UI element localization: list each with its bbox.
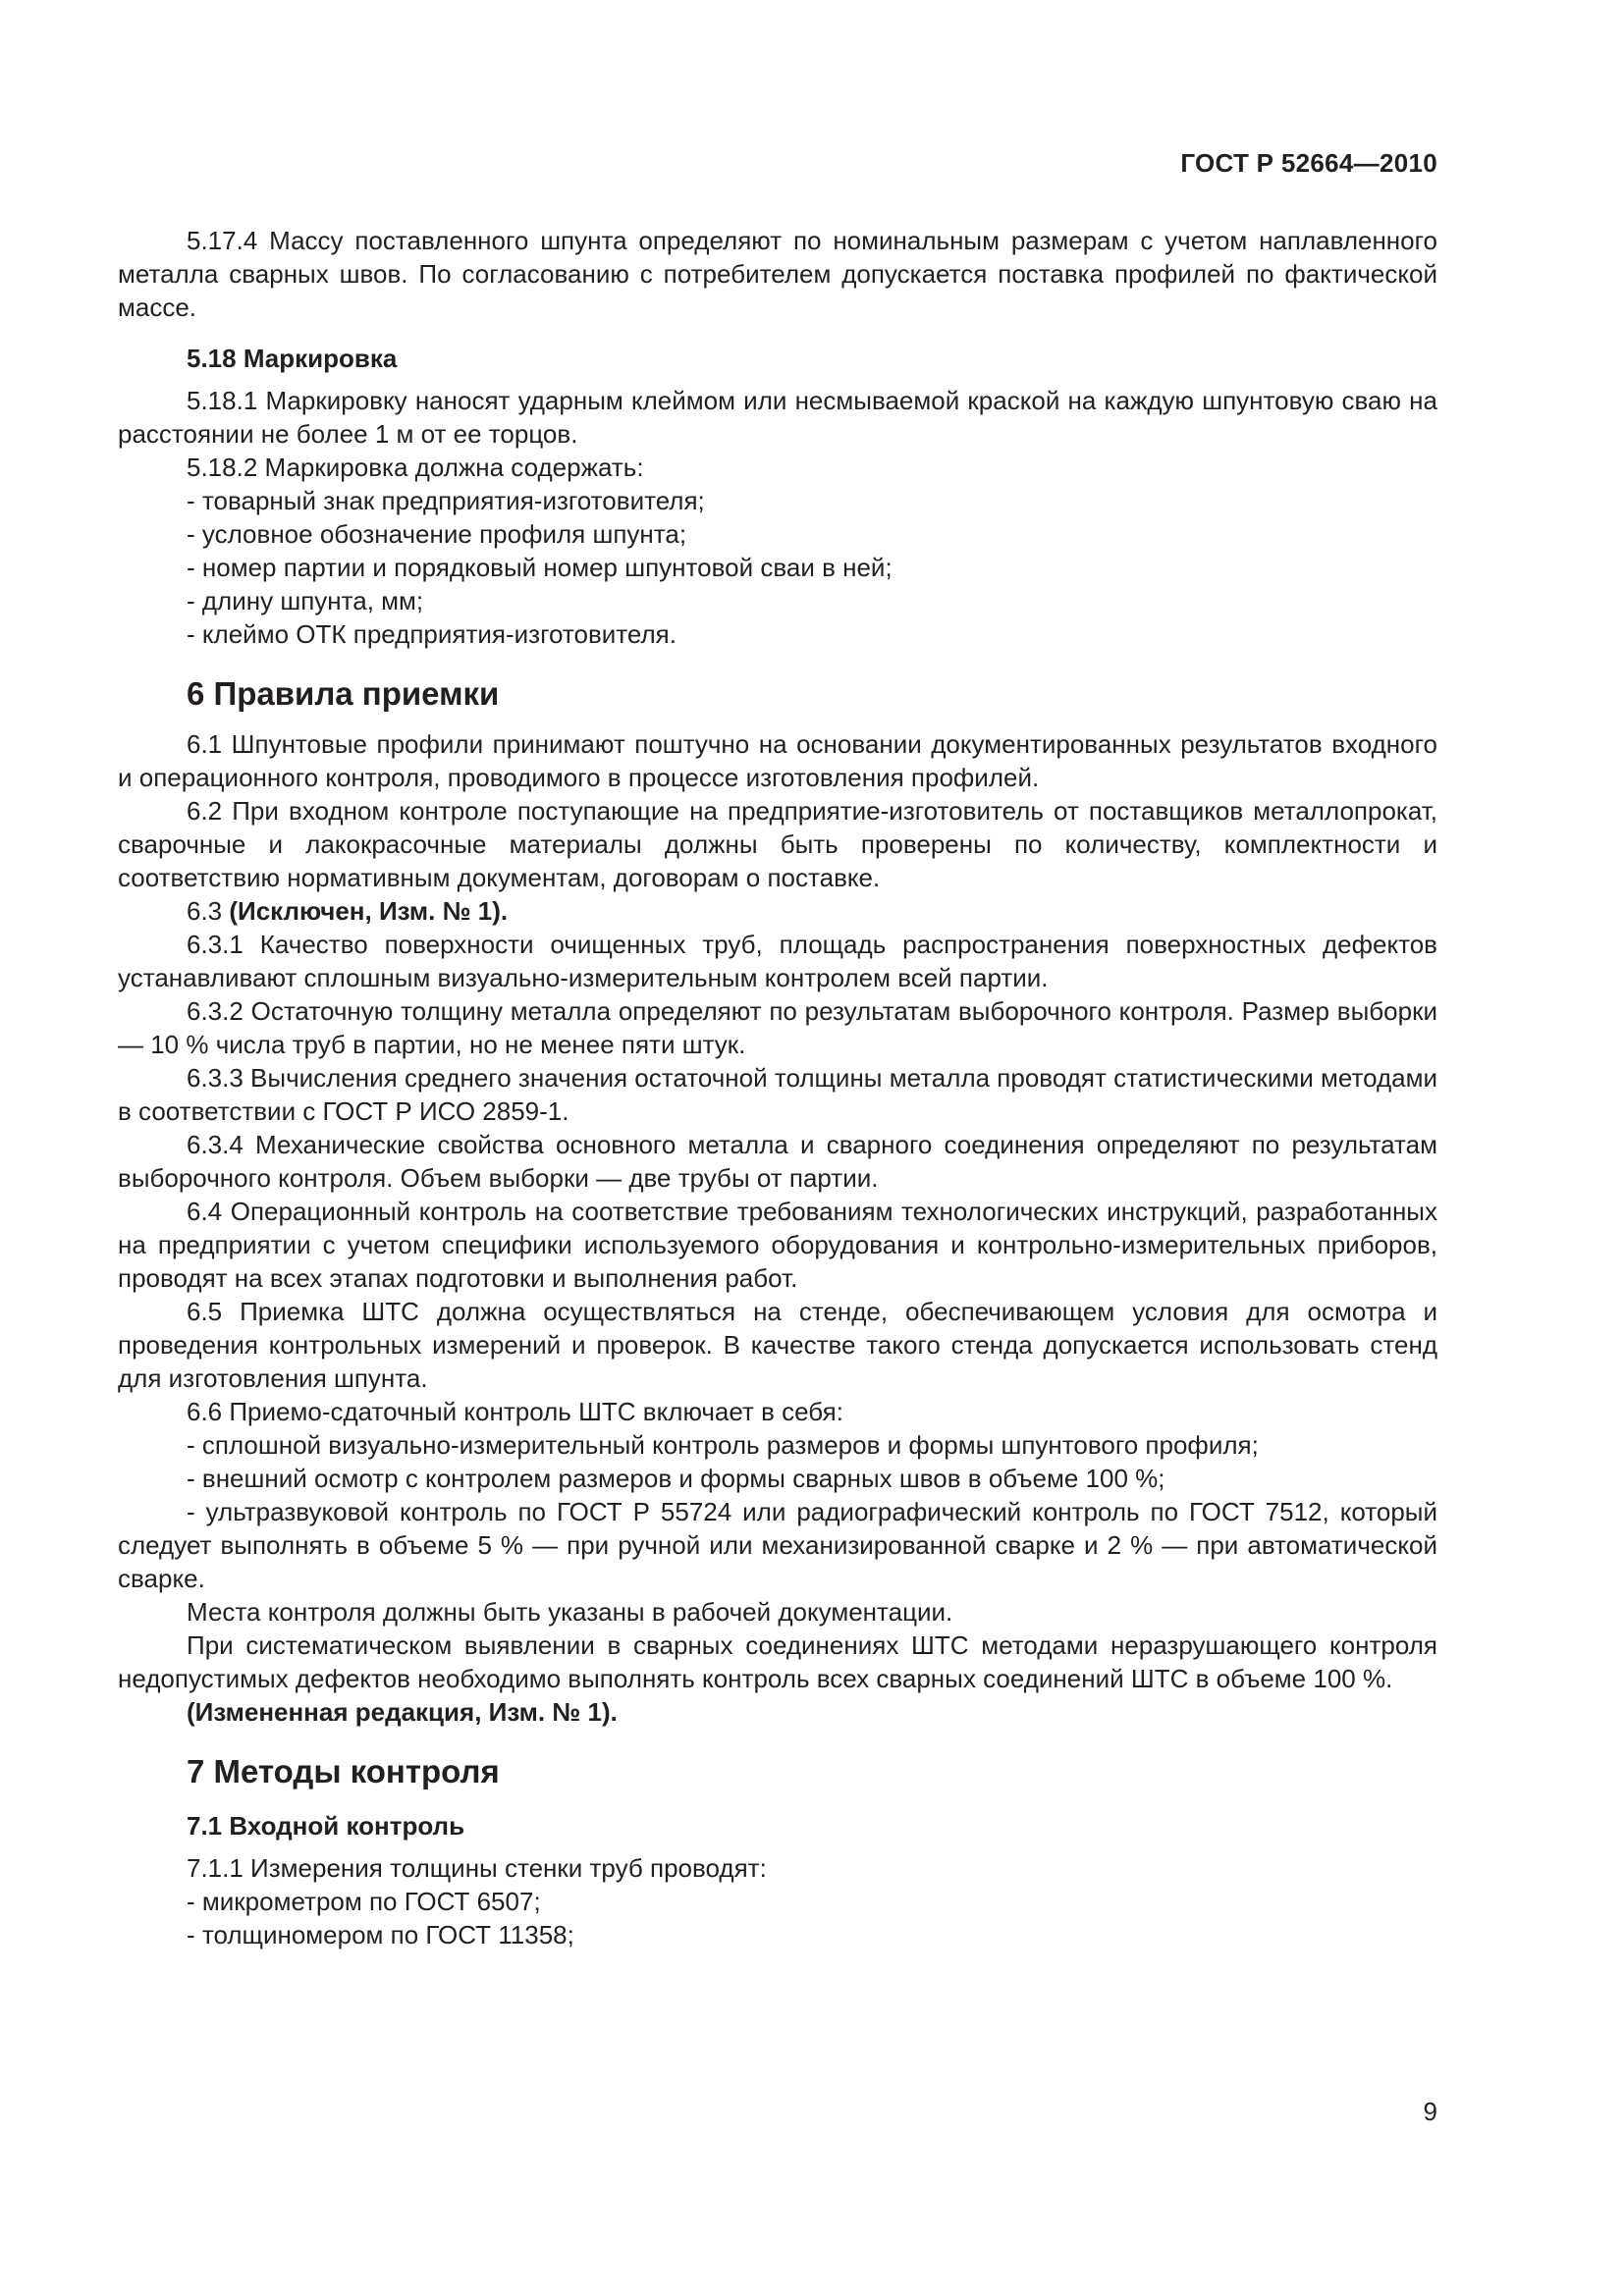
paragraph-6-3-2: 6.3.2 Остаточную толщину металла определяют по результатам выборочного контроля. Размер выборки — 10 % числа труб в партии, но не менее пяти штук. bbox=[118, 996, 1437, 1059]
paragraph-6-5: 6.5 Приемка ШТС должна осуществляться на стенде, обеспечивающем условия для осмотра и проведения контрольных измерений и проверок. В качестве такого стенда допускается использовать стенд для изготовления шпунта. bbox=[118, 1297, 1437, 1393]
list-item: - клеймо ОТК предприятия-изготовителя. bbox=[187, 619, 677, 649]
paragraph-6-3-3: 6.3.3 Вычисления среднего значения остаточной толщины металла проводят статистическими методами в соответствии с ГОСТ Р ИСО 2859-1. bbox=[118, 1063, 1437, 1126]
amendment-note: (Измененная редакция, Изм. № 1). bbox=[187, 1697, 618, 1727]
list-item: - товарный знак предприятия-изготовителя; bbox=[187, 486, 705, 515]
amendment-note: (Исключен, Изм. № 1). bbox=[229, 896, 509, 926]
paragraph-6-4: 6.4 Операционный контроль на соответствие требованиям технологических инструкций, разработанных на предприятии с учетом специфики используемого оборудования и контрольно-измерительных приборов, проводят на всех этапах подготовки и выполнения работ. bbox=[118, 1197, 1437, 1293]
list-item: - длину шпунта, мм; bbox=[187, 586, 424, 615]
list-item: - микрометром по ГОСТ 6507; bbox=[187, 1887, 541, 1916]
paragraph-amended bbox=[118, 1695, 1437, 1729]
section-title-6: 6 Правила приемки bbox=[187, 675, 500, 712]
page-number: 9 bbox=[1423, 2097, 1437, 2126]
paragraph-number: 6.3 bbox=[187, 896, 230, 926]
document-body bbox=[118, 224, 1437, 1951]
paragraph-control-locations: Места контроля должны быть указаны в рабочей документации. bbox=[187, 1597, 953, 1627]
section-title-7: 7 Методы контроля bbox=[187, 1753, 500, 1789]
list-item-ultrasonic: - ультразвуковой контроль по ГОСТ Р 55724 или радиографический контроль по ГОСТ 7512, который следует выполнять в объеме 5 % — при ручной или механизированной сварке и 2 % — при автоматической сварке. bbox=[118, 1497, 1437, 1593]
list-item: - внешний осмотр с контролем размеров и формы сварных швов в объеме 100 %; bbox=[187, 1464, 1165, 1493]
document-header: ГОСТ Р 52664—2010 bbox=[1180, 148, 1437, 178]
subsection-title-7-1: 7.1 Входной контроль bbox=[187, 1811, 465, 1841]
subsection-title-5-18: 5.18 Маркировка bbox=[187, 344, 398, 373]
paragraph-6-6: 6.6 Приемо-сдаточный контроль ШТС включает в себя: bbox=[187, 1397, 843, 1426]
paragraph-6-3-4: 6.3.4 Механические свойства основного металла и сварного соединения определяют по результатам выборочного контроля. Объем выборки — две трубы от партии. bbox=[118, 1130, 1437, 1193]
paragraph-5-18-2: 5.18.2 Маркировка должна содержать: bbox=[187, 453, 644, 482]
paragraph-systematic-defects: При систематическом выявлении в сварных соединениях ШТС методами неразрушающего контроля недопустимых дефектов необходимо выполнять контроль всех сварных соединений ШТС в объеме 100 %. bbox=[118, 1630, 1437, 1693]
list-item: - толщиномером по ГОСТ 11358; bbox=[187, 1920, 574, 1949]
list-item: - условное обозначение профиля шпунта; bbox=[187, 519, 687, 549]
paragraph-6-3-1: 6.3.1 Качество поверхности очищенных труб, площадь распространения поверхностных дефектов устанавливают сплошным визуально-измерительным контролем всей партии. bbox=[118, 930, 1437, 992]
paragraph-6-3 bbox=[118, 894, 1437, 928]
list-item: - сплошной визуально-измерительный контроль размеров и формы шпунтового профиля; bbox=[187, 1430, 1259, 1460]
paragraph-7-1-1: 7.1.1 Измерения толщины стенки труб проводят: bbox=[187, 1853, 767, 1883]
paragraph-5-18-1: 5.18.1 Маркировку наносят ударным клеймом или несмываемой краской на каждую шпунтовую сваю на расстоянии не более 1 м от ее торцов. bbox=[118, 386, 1437, 449]
paragraph-5-17-4: 5.17.4 Массу поставленного шпунта определяют по номинальным размерам с учетом наплавленного металла сварных швов. По согласованию с потребителем допускается поставка профилей по фактической массе. bbox=[118, 226, 1437, 322]
list-item: - номер партии и порядковый номер шпунтовой сваи в ней; bbox=[187, 553, 893, 582]
paragraph-6-2: 6.2 При входном контроле поступающие на предприятие-изготовитель от поставщиков металлопрокат, сварочные и лакокрасочные материалы должны быть проверены по количеству, комплектности и соответствию нормативным документам, договорам о поставке. bbox=[118, 796, 1437, 892]
paragraph-6-1: 6.1 Шпунтовые профили принимают поштучно на основании документированных результатов входного и операционного контроля, проводимого в процессе изготовления профилей. bbox=[118, 729, 1437, 792]
